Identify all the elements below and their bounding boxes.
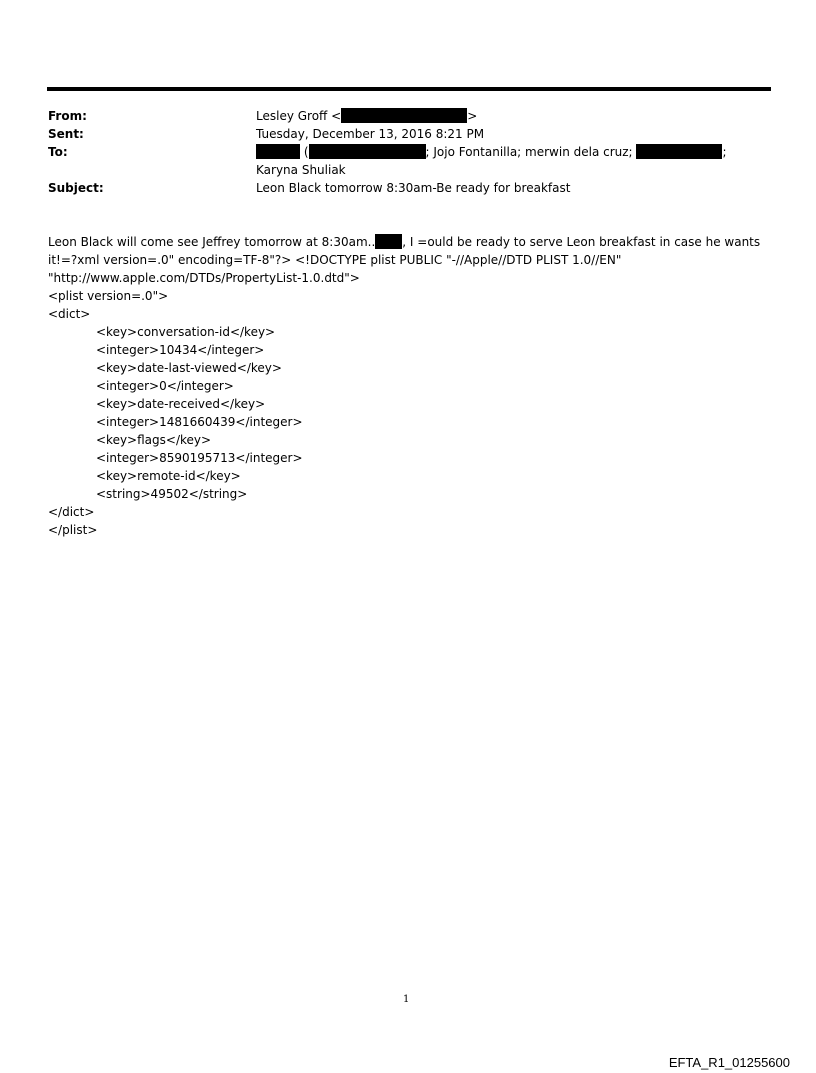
body-line: </dict>: [48, 505, 95, 519]
redaction-box: [256, 144, 300, 159]
body-line: "http://www.apple.com/DTDs/PropertyList-1.0.dtd">: [48, 271, 360, 285]
body-text-segment: Leon Black will come see Jeffrey tomorrow at 8:30am..: [48, 235, 376, 249]
from-label: From:: [48, 109, 87, 123]
to-end: ;: [722, 145, 727, 159]
plist-line: <integer>8590195713</integer>: [96, 451, 303, 465]
sent-label: Sent:: [48, 127, 84, 141]
plist-line: <integer>1481660439</integer>: [96, 415, 303, 429]
body-line: [48, 233, 760, 251]
page-number: 1: [403, 994, 410, 1005]
body-line: </plist>: [48, 523, 98, 537]
plist-line: <key>remote-id</key>: [96, 469, 241, 483]
redaction-box: [341, 108, 467, 123]
body-line: it!=?xml version=.0" encoding=TF-8"?> <!DOCTYPE plist PUBLIC "-//Apple//DTD PLIST 1.0//EN": [48, 253, 622, 267]
from-close: >: [467, 109, 478, 123]
redaction-box: [636, 144, 722, 159]
plist-line: <key>flags</key>: [96, 433, 212, 447]
from-name: Lesley Groff <: [256, 109, 342, 123]
plist-line: <integer>0</integer>: [96, 379, 234, 393]
subject-label: Subject:: [48, 181, 104, 195]
email-body: [48, 233, 760, 539]
plist-line: <string>49502</string>: [96, 487, 248, 501]
subject-value: Leon Black tomorrow 8:30am-Be ready for breakfast: [256, 181, 571, 195]
from-value: [256, 107, 477, 125]
plist-line: <key>date-last-viewed</key>: [96, 361, 282, 375]
redaction-box: [375, 234, 402, 249]
body-text-segment: , I =ould be ready to serve Leon breakfast in case he wants: [402, 235, 761, 249]
header-divider: [47, 87, 771, 91]
plist-line: <key>conversation-id</key>: [96, 325, 276, 339]
body-line: <dict>: [48, 307, 91, 321]
to-value-line2: Karyna Shuliak: [256, 163, 346, 177]
sent-value: Tuesday, December 13, 2016 8:21 PM: [256, 127, 485, 141]
redaction-box: [309, 144, 426, 159]
plist-line: <integer>10434</integer>: [96, 343, 265, 357]
plist-line: <key>date-received</key>: [96, 397, 266, 411]
to-recipients: ; Jojo Fontanilla; merwin dela cruz;: [425, 145, 633, 159]
document-id: EFTA_R1_01255600: [668, 1055, 790, 1070]
body-line: <plist version=.0">: [48, 289, 169, 303]
to-value: [256, 143, 726, 161]
to-label: To:: [48, 145, 68, 159]
to-paren: (: [303, 145, 309, 159]
